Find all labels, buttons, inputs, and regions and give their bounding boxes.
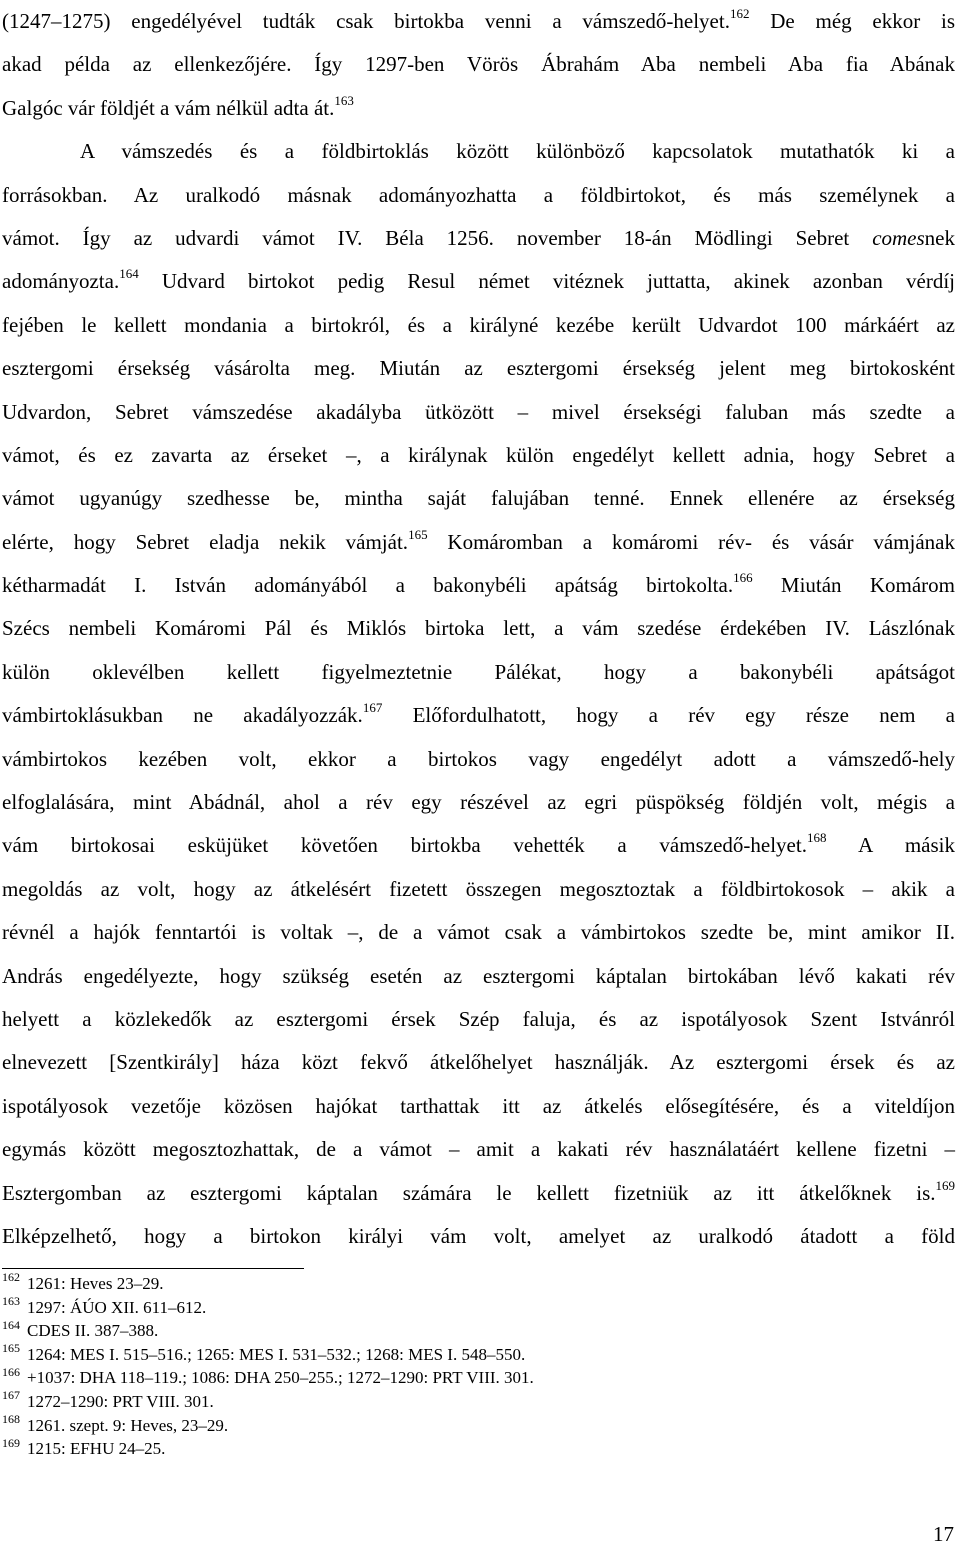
text-line: vámot ugyanúgy szedhesse be, mintha saját falujában tenné. Ennek ellenére az érsekség [2,486,955,511]
footnote: $^{168}$ 1261. szept. 9: Heves, 23–29. [2,1411,229,1435]
text-line: vámot, és ez zavarta az érseket –, a királynak külön engedélyt kellett adnia, hogy Sebret a [2,442,955,467]
footnote: $^{163}$ 1297: ÁÚO XII. 611–612. [2,1293,207,1317]
footnote: $^{169}$ 1215: EFHU 24–25. [2,1435,166,1459]
text-line: helyett a közlekedők az esztergomi érsek Szép faluja, és az ispotályosok Szent Istvánról [2,1006,955,1031]
text-line: A vámszedés és a földbirtoklás között különböző kapcsolatok mutathatók ki a [80,139,955,164]
footnote-number: 165 [2,1341,20,1356]
text-line: megoldás az volt, hogy az átkelésért fizetett összegen megosztoztak a földbirtokosok – akik a [2,876,955,901]
text-line: elérte, hogy Sebret eladja nekik vámját.$^{165}$ Komáromban a komáromi rév- és vásár vámjának [2,526,955,554]
body-text [2,0,955,1258]
italic-term: comes [872,225,925,250]
text-line: vámbirtokos kezében volt, ekkor a birtokos vagy engedélyt adott a vámszedő-hely [2,746,955,771]
page-number: 17 [933,1522,954,1546]
text-line: elnevezett [Szentkirály] háza közt fekvő átkelőhelyet használják. Az esztergomi érsek és az [2,1050,955,1075]
text-line: külön oklevélben kellett figyelmeztetnie Pálékat, hogy a bakonybéli apátságot [2,659,955,684]
footnote-ref[interactable]: 166 [733,570,753,586]
text-line: kétharmadát I. István adományából a bakonybéli apátság birtokolta.$^{166}$ Miután Komárom [2,570,956,598]
text-line: ispotályosok vezetője közösen hajókat tarthattak itt az átkelés elősegítésére, és a viteldíjon [2,1093,955,1118]
text-line: Szécs nembeli Komáromi Pál és Miklós birtoka lett, a vám szedése érdekében IV. Lászlónak [2,616,955,641]
footnote-ref[interactable]: 164 [119,266,139,282]
text-line: vám birtokosai esküjüket követően birtokba vehették a vámszedő-helyet.$^{168}$ A másik [2,830,956,858]
footnote-number: 168 [2,1411,20,1426]
text-line: (1247–1275) engedélyével tudták csak birtokba venni a vámszedő-helyet.$^{162}$ De még ekkor is [2,6,956,33]
footnote-ref[interactable]: 162 [729,6,750,21]
footnote: $^{166}$ +1037: DHA 118–119.; 1086: DHA 250–255.; 1272–1290: PRT VIII. 301. [2,1364,534,1388]
text-line: András engedélyezte, hogy szükség esetén az esztergomi káptalan birtokában lévő kakati rév [2,963,955,988]
text-line: vámot. Így az udvardi vámot IV. Béla 1256. november 18-án Mödlingi Sebret comesnek [2,225,955,250]
text-line: forrásokban. Az uralkodó másnak adományozhatta a földbirtokot, és más személynek a [2,182,955,207]
footnote: $^{164}$ CDES II. 387–388. [2,1317,159,1341]
text-line: Udvardon, Sebret vámszedése akadályba ütközött – mivel érsekségi faluban más szedte a [2,399,955,424]
footnote: $^{165}$ 1264: MES I. 515–516.; 1265: MES I. 531–532.; 1268: MES I. 548–550. [2,1341,526,1364]
footnote-number: 163 [2,1293,20,1308]
text-line: Galgóc vár földjét a vám nélkül adta át.$^{163}$ [2,92,354,120]
text-line: Esztergomban az esztergomi káptalan számára le kellett fizetniük az itt átkelőknek is.$^{169}$ [2,1177,955,1205]
footnote-ref[interactable]: 163 [334,92,354,108]
footnote-number: 162 [2,1270,20,1285]
footnote: $^{162}$ 1261: Heves 23–29. [2,1270,164,1293]
text-line: adományozta.$^{164}$ Udvard birtokot pedig Resul német vitéznek juttatta, akinek azonban vérdíj [2,266,955,294]
footnotes [2,1272,534,1461]
footnote-number: 167 [2,1388,20,1403]
footnote-ref[interactable]: 167 [362,700,383,716]
text-line: Elképzelhető, hogy a birtokon királyi vám volt, amelyet az uralkodó átadott a föld [2,1223,955,1248]
text-line: révnél a hajók fenntartói is voltak –, de a vámot csak a vámbirtokos szedte be, mint amikor II. [2,920,955,945]
footnote: $^{167}$ 1272–1290: PRT VIII. 301. [2,1388,214,1411]
text-line: fejében le kellett mondania a birtokról, és a királyné kezébe került Udvardot 100 márkáért az [2,312,955,337]
footnote-ref[interactable]: 169 [935,1177,955,1193]
footnote-separator [2,1268,304,1269]
text-line: egymás között megosztozhattak, de a vámot – amit a kakati rév használatáért kellene fizetni – [2,1137,955,1162]
footnote-number: 166 [2,1364,20,1379]
text-line: vámbirtoklásukban ne akadályozzák.$^{167}$ Előfordulhatott, hogy a rév egy része nem a [2,700,955,728]
footnote-number: 164 [2,1317,20,1332]
footnote-number: 169 [2,1435,20,1450]
text-line: esztergomi érsekség vásárolta meg. Miután az esztergomi érsekség jelent meg birtokosként [2,356,955,381]
footnote-ref[interactable]: 168 [806,830,827,846]
text-line: elfoglalására, mint Abádnál, ahol a rév egy részével az egri püspökség földjén volt, mégis a [2,790,955,815]
footnote-ref[interactable]: 165 [408,526,428,542]
text-line: akad példa az ellenkezőjére. Így 1297-ben Vörös Ábrahám Aba nembeli Aba fia Abának [2,52,955,77]
